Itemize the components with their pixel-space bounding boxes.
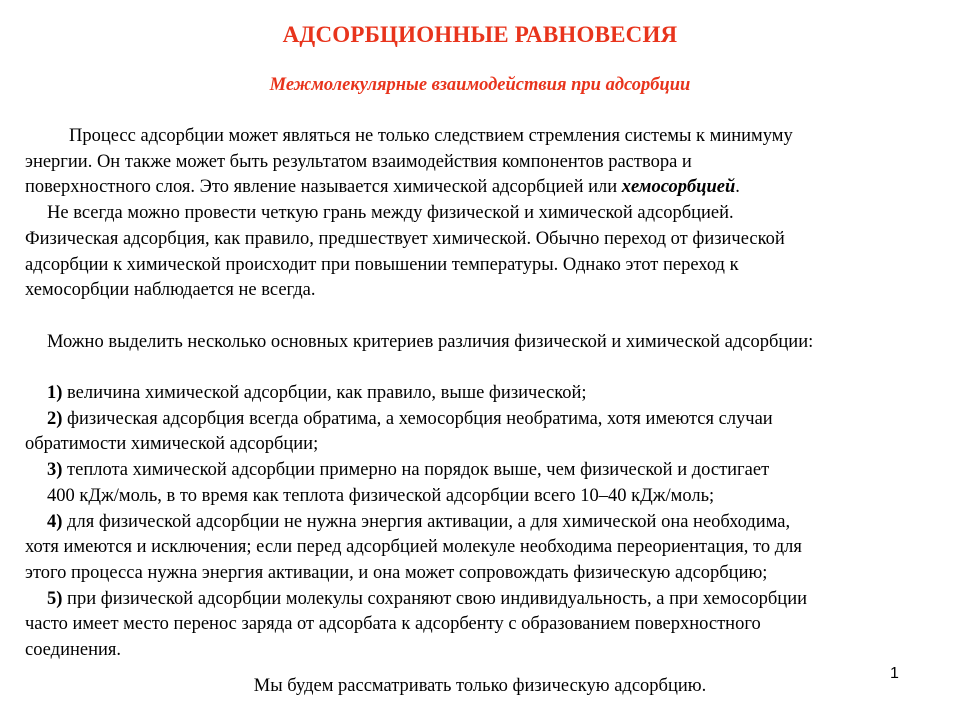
criterion-text: теплота химической адсорбции примерно на порядок выше, чем физической и достигает bbox=[67, 460, 770, 481]
criterion-item bbox=[25, 458, 940, 509]
text-line: хемосорбции наблюдается не всегда. bbox=[25, 280, 316, 301]
spacer bbox=[25, 304, 940, 330]
text-line: обратимости химической адсорбции; bbox=[25, 434, 319, 455]
criterion-number: 4) bbox=[47, 511, 63, 532]
criterion-item bbox=[25, 587, 940, 664]
criterion-item bbox=[25, 407, 940, 458]
text-line: адсорбции к химической происходит при повышении температуры. Однако этот переход к bbox=[25, 254, 739, 275]
text-fragment: . bbox=[735, 177, 740, 198]
text-line: Не всегда можно провести четкую грань между физической и химической адсорбцией. bbox=[47, 203, 734, 224]
text-line bbox=[25, 407, 940, 433]
chemisorption-term: хемосорбцией bbox=[621, 177, 736, 198]
criterion-number: 3) bbox=[47, 460, 63, 481]
slide-body bbox=[25, 124, 940, 664]
text-line: этого процесса нужна энергия активации, и она может сопровождать физическую адсорбцию; bbox=[25, 562, 768, 583]
criterion-text: для физической адсорбции не нужна энергия активации, а для химической она необходима, bbox=[67, 511, 791, 532]
criterion-text: при физической адсорбции молекулы сохраняют свою индивидуальность, а при хемосорбции bbox=[67, 588, 807, 609]
criterion-number: 1) bbox=[47, 383, 63, 403]
text-line: Физическая адсорбция, как правило, предшествует химической. Обычно переход от физической bbox=[25, 228, 785, 249]
criterion-text: физическая адсорбция всегда обратима, а хемосорбция необратима, хотя имеются случаи bbox=[67, 408, 773, 429]
criterion-number: 2) bbox=[47, 408, 63, 429]
paragraph-transition bbox=[25, 201, 940, 304]
text-line bbox=[25, 510, 940, 536]
criteria-intro: Можно выделить несколько основных критериев различия физической и химической адсорбции: bbox=[47, 331, 814, 352]
page-number: 1 bbox=[890, 665, 899, 682]
text-line: 400 кДж/моль, в то время как теплота физической адсорбции всего 10–40 кДж/моль; bbox=[47, 485, 715, 506]
slide-subtitle: Межмолекулярные взаимодействия при адсорбции bbox=[269, 75, 691, 95]
criterion-text: величина химической адсорбции, как правило, выше физической; bbox=[67, 383, 587, 403]
slide-title: АДСОРБЦИОННЫЕ РАВНОВЕСИЯ bbox=[282, 22, 678, 47]
text-line bbox=[25, 458, 940, 484]
text-line: Процесс адсорбции может являться не только следствием стремления системы к минимуму bbox=[69, 126, 793, 146]
text-line bbox=[25, 381, 940, 407]
text-line: хотя имеются и исключения; если перед адсорбцией молекуле необходима переориентация, то для bbox=[25, 537, 802, 558]
footer-note: Мы будем рассматривать только физическую адсорбцию. bbox=[253, 676, 707, 696]
text-line: соединения. bbox=[25, 640, 122, 661]
criteria-list bbox=[25, 381, 940, 664]
criterion-number: 5) bbox=[47, 588, 63, 609]
text-fragment: поверхностного слоя. Это явление называется химической адсорбцией или bbox=[25, 177, 622, 198]
text-line: энергии. Он также может быть результатом взаимодействия компонентов раствора и bbox=[25, 151, 692, 172]
text-line: часто имеет место перенос заряда от адсорбата к адсорбенту с образованием поверхностного bbox=[25, 614, 761, 635]
text-line bbox=[25, 175, 940, 201]
text-line bbox=[25, 587, 940, 613]
spacer bbox=[25, 355, 940, 381]
paragraph-chemisorption bbox=[25, 124, 940, 201]
criterion-item bbox=[25, 381, 940, 407]
criterion-item bbox=[25, 510, 940, 587]
